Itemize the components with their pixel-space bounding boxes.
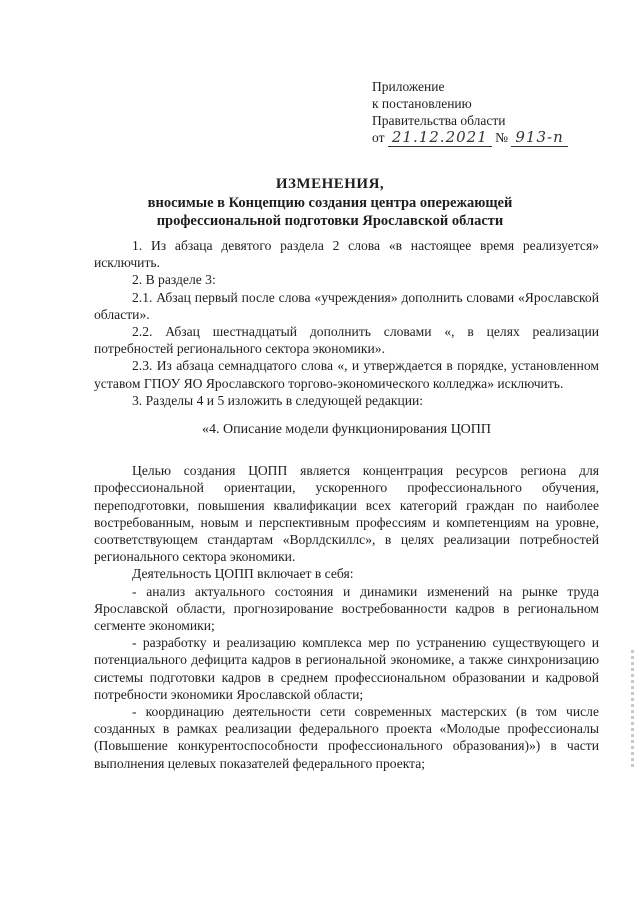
decree-number: 913-п (511, 128, 567, 147)
number-label: № (495, 130, 509, 145)
title-line-3: профессиональной подготовки Ярославской области (156, 213, 504, 229)
section-4-item-measures: - разработку и реализацию комплекса мер по устранению существующего и потенциального дефицита кадров в региональной экономике, а также синхронизацию системы подготовки кадров в среднем профессиональном образовании и кадровой потребности экономики Ярославской области; (94, 635, 599, 702)
government-label: Правительства области (372, 113, 506, 128)
scan-edge-artifact (631, 650, 634, 770)
document-title (80, 175, 580, 230)
title-line-2: вносимые в Концепцию создания центра опережающей (147, 195, 513, 211)
section-4-item-coordination: - координацию деятельности сети современных мастерских (в том числе созданных в рамках реализации федерального проекта «Молодые профессионалы (Повышение конкурентоспособности профессионального образования)») в части выполнения целевых показателей федерального проекта; (94, 704, 599, 771)
date-number-line (372, 129, 622, 146)
paragraph-3: 3. Разделы 4 и 5 изложить в следующей редакции: (132, 392, 424, 408)
paragraph-1: 1. Из абзаца девятого раздела 2 слова «в настоящее время реализуется» исключить. (94, 238, 599, 271)
document-body (94, 237, 599, 772)
section-4-item-analysis: - анализ актуального состояния и динамики изменений на рынке труда Ярославской области, прогнозирование востребованности кадров в региональном сегменте экономики; (94, 583, 599, 634)
section-4-goal: Целью создания ЦОПП является концентрация ресурсов региона для профессиональной ориентации, ускоренного профессионального обучения, переподготовки, повышения квалификации всех категорий граждан по наиболее востребованным, новым и перспективным профессиям и компетенциям на уровне, соответствующем стандартам «Ворлдскиллс», в целях реализации потребностей регионального сектора экономики. (94, 463, 599, 565)
section-4-heading: «4. Описание модели функционирования ЦОПП (202, 422, 491, 438)
paragraph-2-3: 2.3. Из абзаца семнадцатого слова «, и утверждается в порядке, установленном уставом ГПОУ ЯО Ярославского торгово-экономического колледжа» исключить. (94, 358, 599, 391)
to-decree-label: к постановлению (372, 96, 472, 111)
appendix-block (372, 78, 622, 146)
title-line-1: ИЗМЕНЕНИЯ, (275, 176, 385, 192)
appendix-label: Приложение (372, 79, 445, 94)
paragraph-2: 2. В разделе 3: (132, 272, 216, 288)
from-label: от (372, 130, 385, 145)
paragraph-2-1: 2.1. Абзац первый после слова «учреждения» дополнить словами «Ярославской области». (94, 289, 599, 322)
section-4-activity-intro: Деятельность ЦОПП включает в себя: (132, 566, 354, 582)
decree-date: 21.12.2021 (388, 128, 492, 147)
paragraph-2-2: 2.2. Абзац шестнадцатый дополнить словами «, в целях реализации потребностей регионального сектора экономики». (94, 324, 599, 357)
